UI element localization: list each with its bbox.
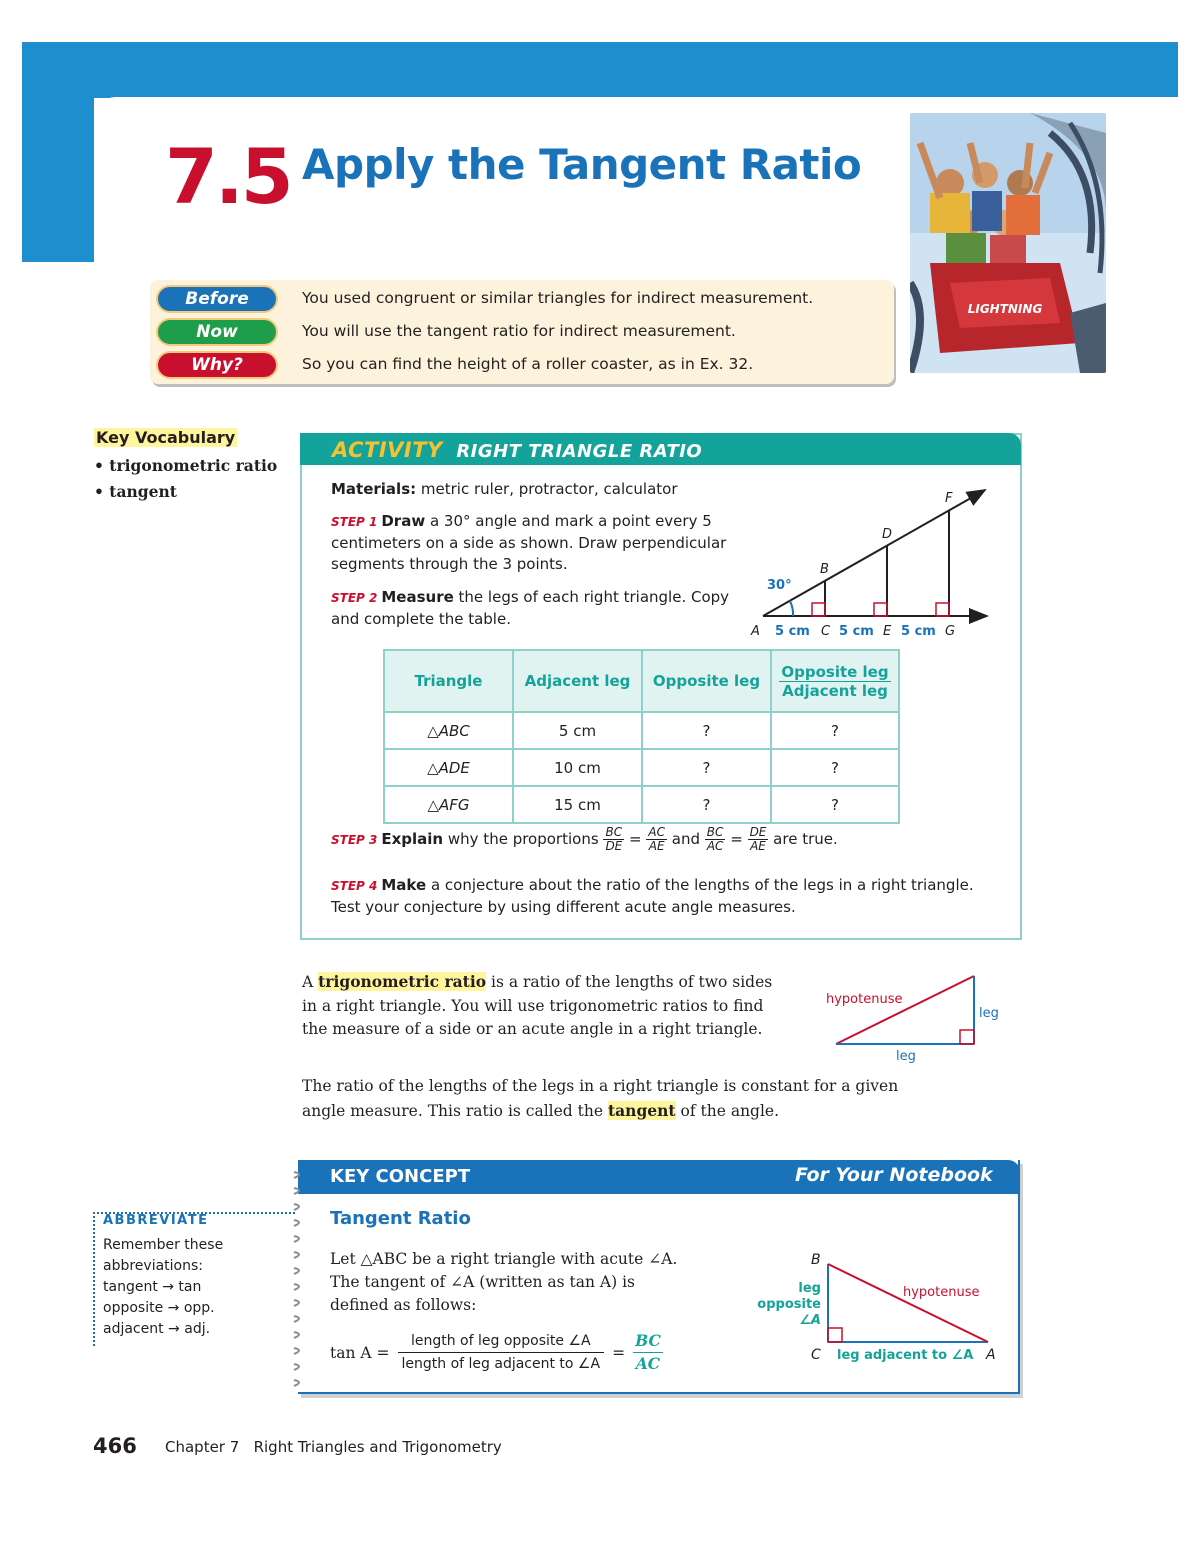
why-text: So you can find the height of a roller coaster, as in Ex. 32. xyxy=(302,355,754,373)
abbreviate-line: abbreviations: xyxy=(103,1258,203,1274)
col-triangle: Triangle xyxy=(384,650,513,712)
tangent-triangle-figure xyxy=(755,1246,1010,1368)
segment-label: 5 cm xyxy=(839,624,874,639)
abbreviate-line: adjacent → adj. xyxy=(103,1321,211,1337)
header-band xyxy=(22,42,1178,98)
formula-numerator: length of leg opposite ∠A xyxy=(398,1330,605,1353)
definition-line: defined as follows: xyxy=(330,1296,477,1314)
point-label: E xyxy=(883,624,892,639)
activity-label: ACTIVITY xyxy=(332,438,443,462)
abbreviate-line: tangent → tan xyxy=(103,1279,202,1295)
opposite-leg-label: opposite xyxy=(757,1297,821,1312)
section-title: Apply the Tangent Ratio xyxy=(302,140,862,189)
col-adjacent: Adjacent leg xyxy=(513,650,642,712)
formula-result-num: BC xyxy=(633,1330,663,1353)
point-label: G xyxy=(945,624,956,639)
term-tangent: tangent xyxy=(607,1100,676,1120)
point-label: C xyxy=(821,624,831,639)
formula-lhs: tan A = xyxy=(330,1343,390,1362)
leg-label: leg xyxy=(979,1006,999,1021)
term-trigonometric-ratio: trigonometric ratio xyxy=(318,972,487,991)
formula-result-den: AC xyxy=(635,1354,661,1373)
coaster-car-label: LIGHTNING xyxy=(967,302,1043,316)
col-ratio xyxy=(771,650,899,712)
ratio-num: Opposite leg xyxy=(781,662,889,681)
activity-name: RIGHT TRIANGLE RATIO xyxy=(456,441,703,462)
step-text: the legs of each right triangle. Copy and complete the table. xyxy=(331,588,730,628)
notebook-spiral-icon xyxy=(292,1166,306,1392)
chapter-footer: Chapter 7 Right Triangles and Trigonometry xyxy=(165,1438,502,1456)
materials-label: Materials: xyxy=(331,480,417,498)
notebook-label: For Your Notebook xyxy=(795,1164,993,1186)
point-label: F xyxy=(945,491,953,506)
now-tag: Now xyxy=(158,320,276,344)
fraction: $\frac{DE}{AE}$ xyxy=(749,825,767,853)
opposite-leg-label: leg xyxy=(798,1281,821,1296)
formula-denominator: length of leg adjacent to ∠A xyxy=(401,1356,601,1372)
key-vocabulary-title: Key Vocabulary xyxy=(96,428,236,447)
formula-equals: = xyxy=(612,1343,626,1362)
hypotenuse-label: hypotenuse xyxy=(903,1285,980,1300)
tangent-ratio-heading: Tangent Ratio xyxy=(330,1208,471,1229)
table-cell: 5 cm xyxy=(513,712,642,749)
point-label: A xyxy=(751,624,760,639)
step-tag: STEP 3 xyxy=(331,833,378,847)
why-tag: Why? xyxy=(158,353,276,377)
step-text: a conjecture about the ratio of the lengths of the legs in a right triangle. Test your conjecture by using different acute angle measures. xyxy=(331,876,974,916)
fraction: $\frac{BC}{AC}$ xyxy=(706,825,724,853)
step-3 xyxy=(331,826,991,853)
opposite-leg-label: ∠A xyxy=(799,1313,821,1328)
right-triangle-figure xyxy=(822,970,1012,1065)
definition-line: Let △ABC be a right triangle with acute ∠A. xyxy=(330,1250,678,1268)
activity-diagram xyxy=(745,480,1005,645)
table-cell: △AFG xyxy=(384,786,513,823)
abbreviate-line: Remember these xyxy=(103,1237,224,1253)
trig-ratio-paragraph: A trigonometric ratio is a ratio of the lengths of two sides in a right triangle. You will use trigonometric ratios to find the measure of a side or an acute angle in a right triangle. xyxy=(302,972,773,1038)
fraction: $\frac{AC}{AE}$ xyxy=(648,825,665,853)
table-cell: 15 cm xyxy=(513,786,642,823)
point-label: D xyxy=(882,527,893,542)
header-tab xyxy=(22,42,94,262)
angle-label: 30° xyxy=(767,578,792,593)
table-cell: ? xyxy=(642,749,771,786)
step-text: a 30° angle and mark a point every 5 centimeters on a side as shown. Draw perpendicular segments through the 3 points. xyxy=(331,512,727,573)
ratio-den: Adjacent leg xyxy=(782,681,888,700)
table-row xyxy=(384,712,899,749)
materials-list: metric ruler, protractor, calculator xyxy=(420,480,678,498)
key-concept-title: KEY CONCEPT xyxy=(330,1166,471,1187)
vertex-label: A xyxy=(986,1347,996,1363)
vertex-label: C xyxy=(811,1347,821,1363)
vocab-item: • tangent xyxy=(94,482,177,501)
page-number: 466 xyxy=(93,1434,137,1458)
tangent-paragraph: The ratio of the lengths of the legs in a right triangle is constant for a given angle measure. This ratio is called the tangent of the angle. xyxy=(302,1077,899,1120)
step-1 xyxy=(331,511,731,575)
step-tag: STEP 2 xyxy=(331,591,378,605)
tangent-definition xyxy=(330,1248,750,1317)
table-row xyxy=(384,749,899,786)
fraction: $\frac{BC}{DE}$ xyxy=(605,825,623,853)
segment-label: 5 cm xyxy=(775,624,810,639)
col-opposite: Opposite leg xyxy=(642,650,771,712)
step-tag: STEP 1 xyxy=(331,515,378,529)
step-verb: Make xyxy=(381,876,427,894)
table-row xyxy=(384,786,899,823)
step-text: why the proportions xyxy=(447,830,599,848)
step-2 xyxy=(331,587,731,630)
before-tag: Before xyxy=(158,287,276,311)
equals-sign: = xyxy=(629,830,642,848)
activity-title xyxy=(332,438,702,462)
materials xyxy=(331,479,677,500)
step-4 xyxy=(331,875,981,918)
leg-label: leg xyxy=(896,1049,916,1064)
roller-coaster-photo xyxy=(910,113,1106,373)
step-tag: STEP 4 xyxy=(331,879,378,893)
table-cell: △ABC xyxy=(384,712,513,749)
equals-sign: = xyxy=(730,830,743,848)
table-cell: ? xyxy=(642,712,771,749)
step-text: are true. xyxy=(773,830,838,848)
table-cell: 10 cm xyxy=(513,749,642,786)
step-text: and xyxy=(671,830,701,848)
segment-label: 5 cm xyxy=(901,624,936,639)
vertex-label: B xyxy=(811,1252,821,1268)
point-label: B xyxy=(820,562,829,577)
table-cell: ? xyxy=(642,786,771,823)
now-text: You will use the tangent ratio for indirect measurement. xyxy=(302,322,736,340)
definition-line: The tangent of ∠A (written as tan A) is xyxy=(330,1273,636,1291)
step-verb: Measure xyxy=(381,588,454,606)
hypotenuse-label: hypotenuse xyxy=(826,992,903,1007)
table-cell: ? xyxy=(771,749,899,786)
step-verb: Explain xyxy=(381,830,444,848)
table-cell: ? xyxy=(771,712,899,749)
abbreviate-title: ABBREVIATE xyxy=(103,1213,209,1228)
section-number: 7.5 xyxy=(165,132,291,221)
abbreviate-line: opposite → opp. xyxy=(103,1300,215,1316)
step-verb: Draw xyxy=(381,512,426,530)
activity-table xyxy=(383,649,900,824)
adjacent-leg-label: leg adjacent to ∠A xyxy=(837,1348,974,1363)
vocab-item: • trigonometric ratio xyxy=(94,456,278,475)
before-text: You used congruent or similar triangles for indirect measurement. xyxy=(302,289,814,307)
table-cell: ? xyxy=(771,786,899,823)
table-cell: △ADE xyxy=(384,749,513,786)
tangent-formula xyxy=(330,1330,663,1375)
